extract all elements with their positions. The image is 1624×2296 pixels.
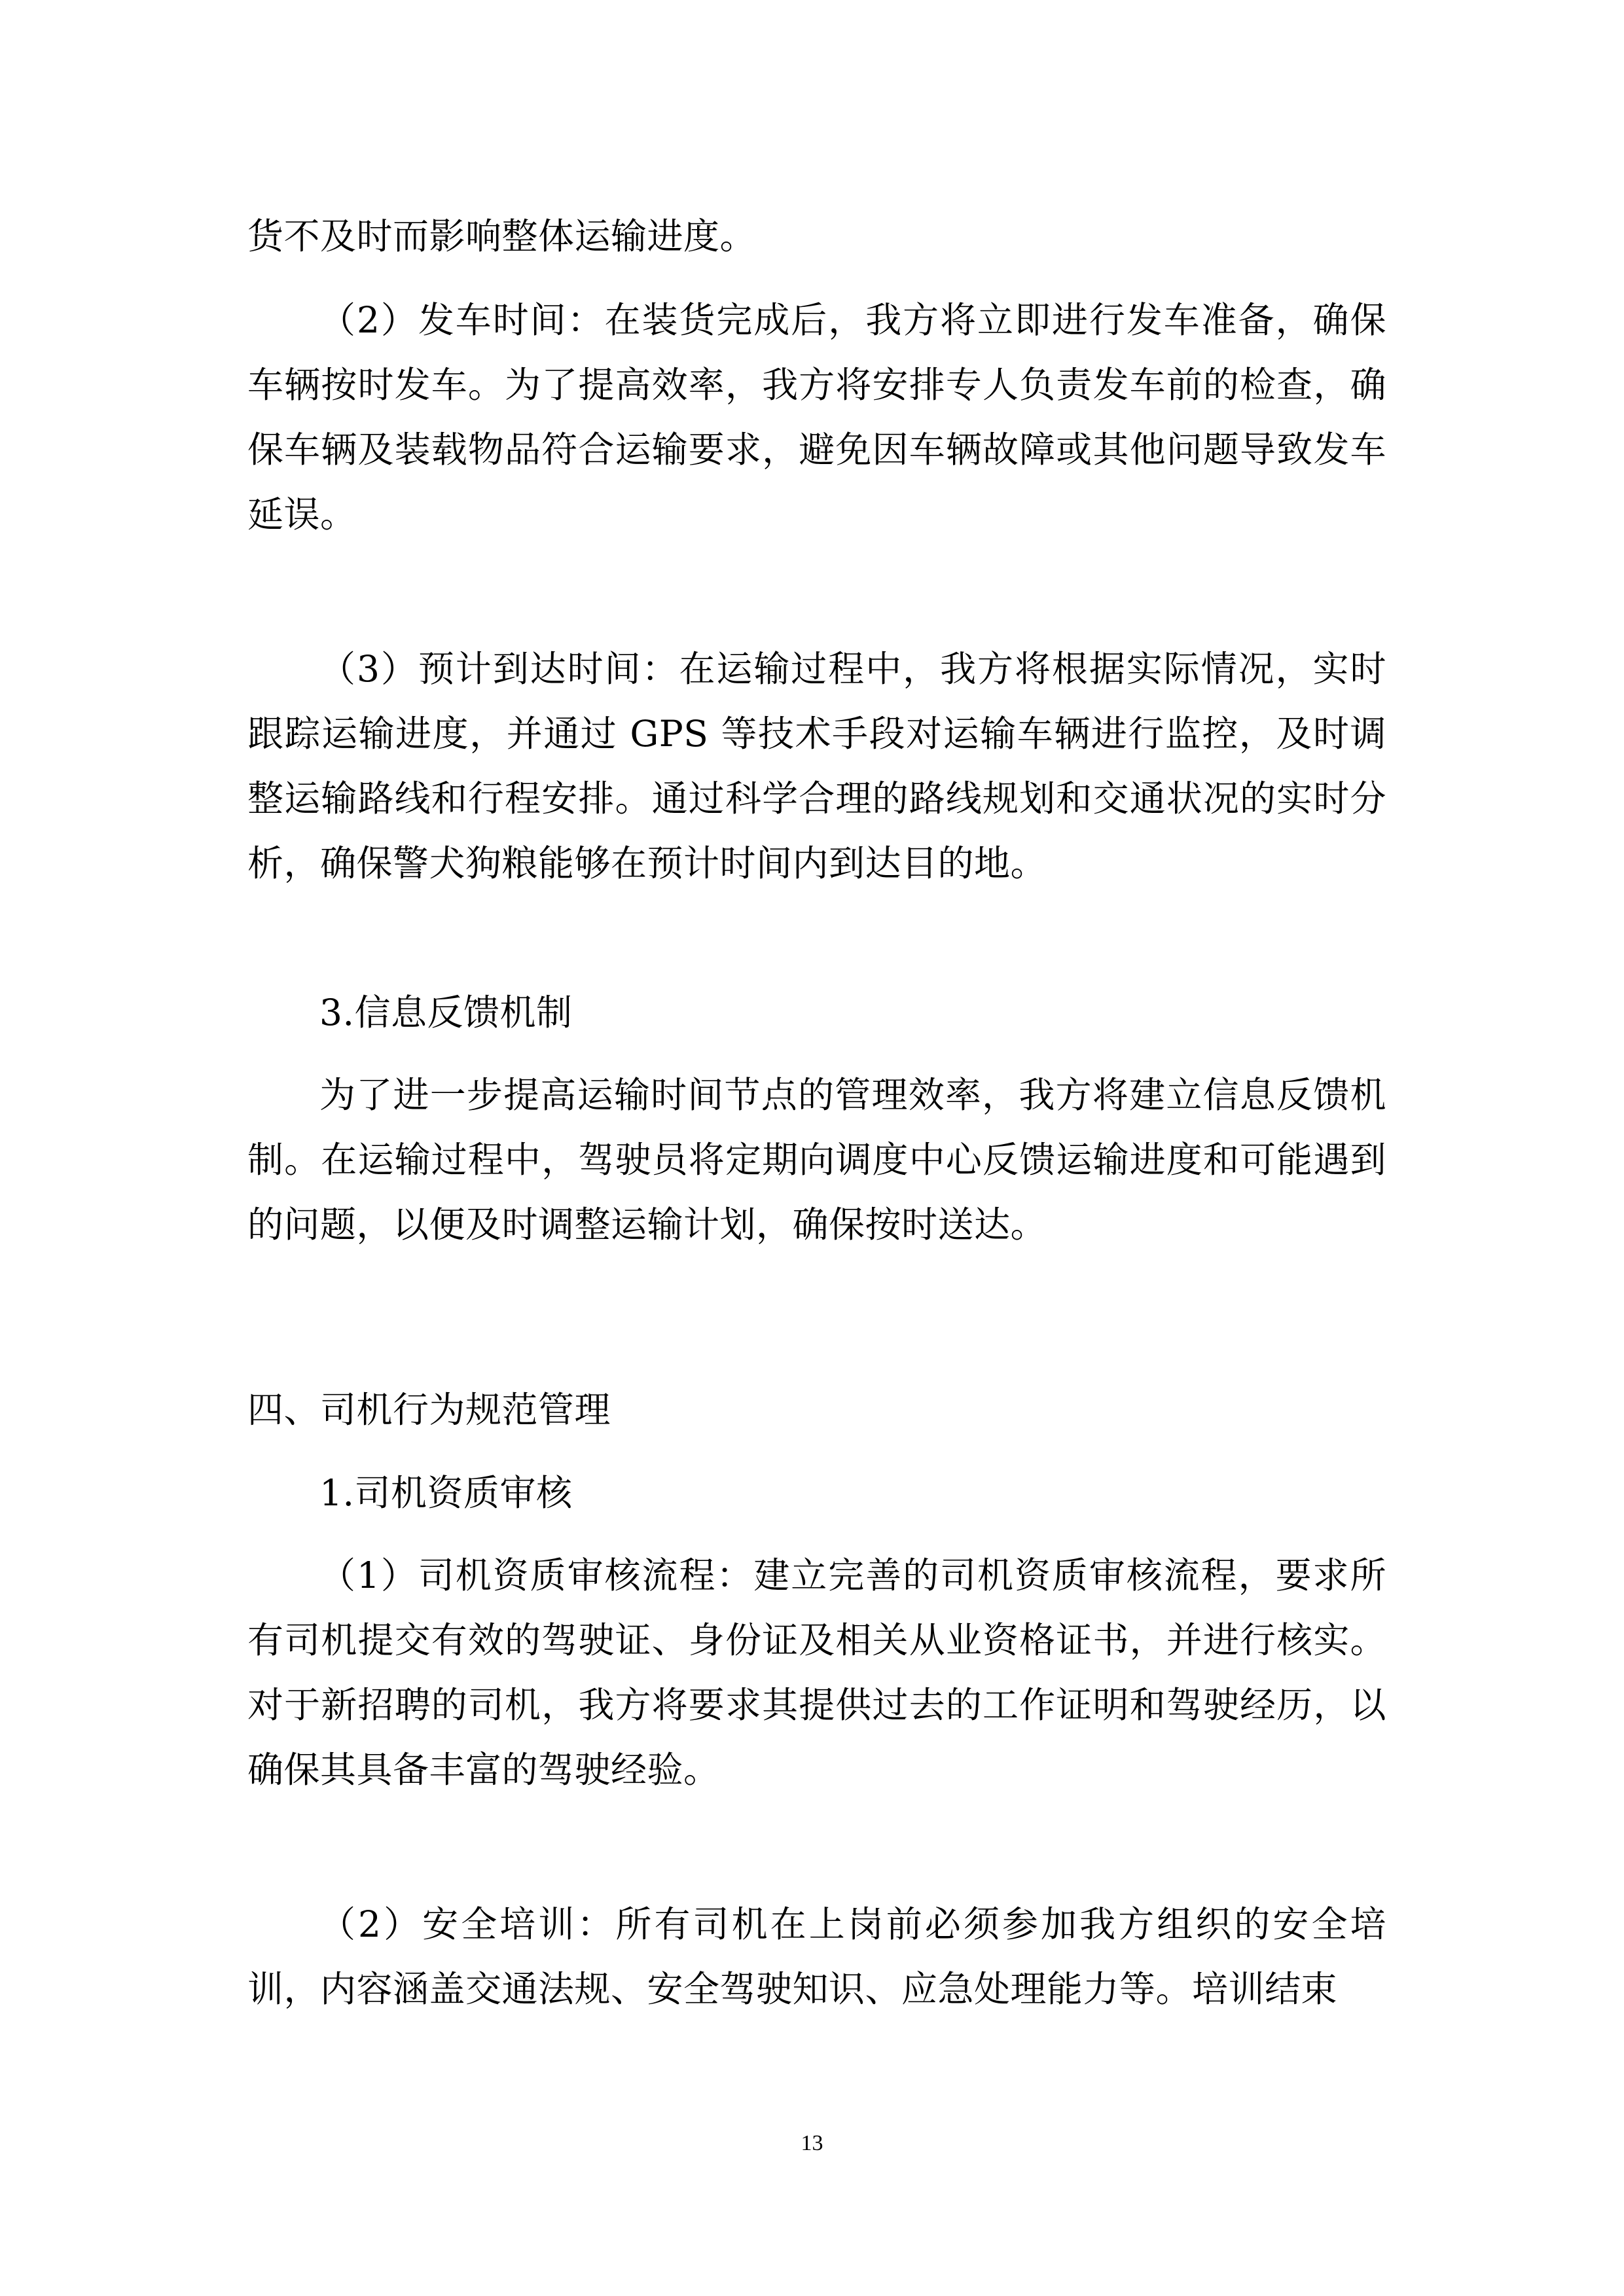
paragraph-feedback-mechanism: 为了进一步提高运输时间节点的管理效率，我方将建立信息反馈机制。在运输过程中，驾驶员将定期向调度中心反馈运输进度和可能遇到的问题，以便及时调整运输计划，确保按时送达。 (247, 1074, 1386, 1246)
paragraph-safety-training: （2）安全培训：所有司机在上岗前必须参加我方组织的安全培训，内容涵盖交通法规、安全驾驶知识、应急处理能力等。培训结束 (247, 1903, 1386, 2010)
section-heading-driver-conduct: 四、司机行为规范管理 (247, 1389, 611, 1431)
paragraph-estimated-arrival: （3）预计到达时间：在运输过程中，我方将根据实际情况，实时跟踪运输进度，并通过 GPS 等技术手段对运输车辆进行监控，及时调整运输路线和行程安排。通过科学合理的路线规划和交通状况的实时分析，确保警犬狗粮能够在预计时间内到达目的地。 (247, 648, 1386, 884)
subheading-driver-qualification: 1.司机资质审核 (319, 1472, 573, 1514)
subheading-feedback-mechanism: 3.信息反馈机制 (319, 992, 573, 1033)
page-number: 13 (801, 2131, 823, 2155)
paragraph-continuation: 货不及时而影响整体运输进度。 (247, 215, 757, 257)
paragraph-departure-time: （2）发车时间：在装货完成后，我方将立即进行发车准备，确保车辆按时发车。为了提高效率，我方将安排专人负责发车前的检查，确保车辆及装载物品符合运输要求，避免因车辆故障或其他问题导致发车延误。 (247, 299, 1386, 535)
paragraph-qualification-review: （1）司机资质审核流程：建立完善的司机资质审核流程，要求所有司机提交有效的驾驶证、身份证及相关从业资格证书，并进行核实。对于新招聘的司机，我方将要求其提供过去的工作证明和驾驶经历，以确保其具备丰富的驾驶经验。 (247, 1554, 1386, 1791)
